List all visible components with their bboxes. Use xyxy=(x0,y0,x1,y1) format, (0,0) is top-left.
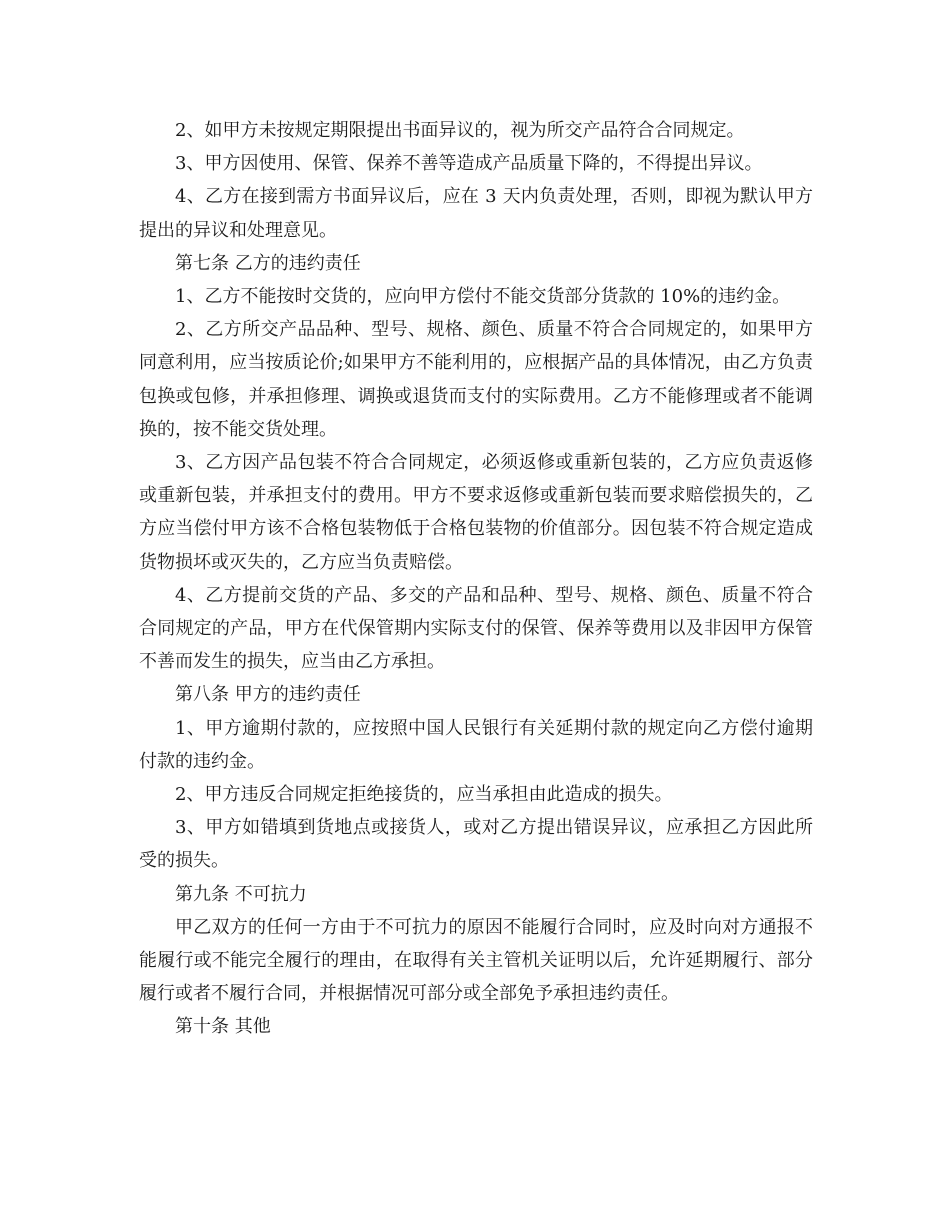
clause-9-body: 甲乙双方的任何一方由于不可抗力的原因不能履行合同时，应及时向对方通报不能履行或不能完全履行的理由，在取得有关主管机关证明以后，允许延期履行、部分履行或者不履行合同，并根据情况可部分或全部免予承担违约责任。 xyxy=(139,916,813,1005)
clause-9-heading: 第九条 不可抗力 xyxy=(175,883,307,905)
clause-8-item-3: 3、甲方如错填到货地点或接货人，或对乙方提出错误异议，应承担乙方因此所受的损失。 xyxy=(139,817,813,872)
clause-6-item-3: 3、甲方因使用、保管、保养不善等造成产品质量下降的，不得提出异议。 xyxy=(175,153,763,175)
clause-7-item-4: 4、乙方提前交货的产品、多交的产品和品种、型号、规格、颜色、质量不符合合同规定的产品，甲方在代保管期内实际支付的保管、保养等费用以及非因甲方保管不善而发生的损失，应当由乙方承担。 xyxy=(139,584,813,673)
clause-7-heading: 第七条 乙方的违约责任 xyxy=(175,252,361,274)
clause-8-item-1: 1、甲方逾期付款的，应按照中国人民银行有关延期付款的规定向乙方偿付逾期付款的违约金。 xyxy=(139,717,813,772)
clause-7-item-3: 3、乙方因产品包装不符合合同规定，必须返修或重新包装的，乙方应负责返修或重新包装，并承担支付的费用。甲方不要求返修或重新包装而要求赔偿损失的，乙方应当偿付甲方该不合格包装物低于合格包装物的价值部分。因包装不符合规定造成货物损坏或灭失的，乙方应当负责赔偿。 xyxy=(139,452,813,573)
document-body xyxy=(139,114,813,1044)
clause-10-heading: 第十条 其他 xyxy=(175,1016,271,1038)
clause-7-item-1: 1、乙方不能按时交货的，应向甲方偿付不能交货部分货款的 10%的违约金。 xyxy=(175,286,791,308)
clause-8-heading: 第八条 甲方的违约责任 xyxy=(175,684,361,706)
clause-7-item-2: 2、乙方所交产品品种、型号、规格、颜色、质量不符合合同规定的，如果甲方同意利用，应当按质论价;如果甲方不能利用的，应根据产品的具体情况，由乙方负责包换或包修，并承担修理、调换或退货而支付的实际费用。乙方不能修理或者不能调换的，按不能交货处理。 xyxy=(139,319,813,440)
clause-6-item-4: 4、乙方在接到需方书面异议后，应在 3 天内负责处理，否则，即视为默认甲方提出的异议和处理意见。 xyxy=(139,186,813,241)
clause-6-item-2: 2、如甲方未按规定期限提出书面异议的，视为所交产品符合合同规定。 xyxy=(175,120,745,141)
clause-8-item-2: 2、甲方违反合同规定拒绝接货的，应当承担由此造成的损失。 xyxy=(175,784,673,806)
